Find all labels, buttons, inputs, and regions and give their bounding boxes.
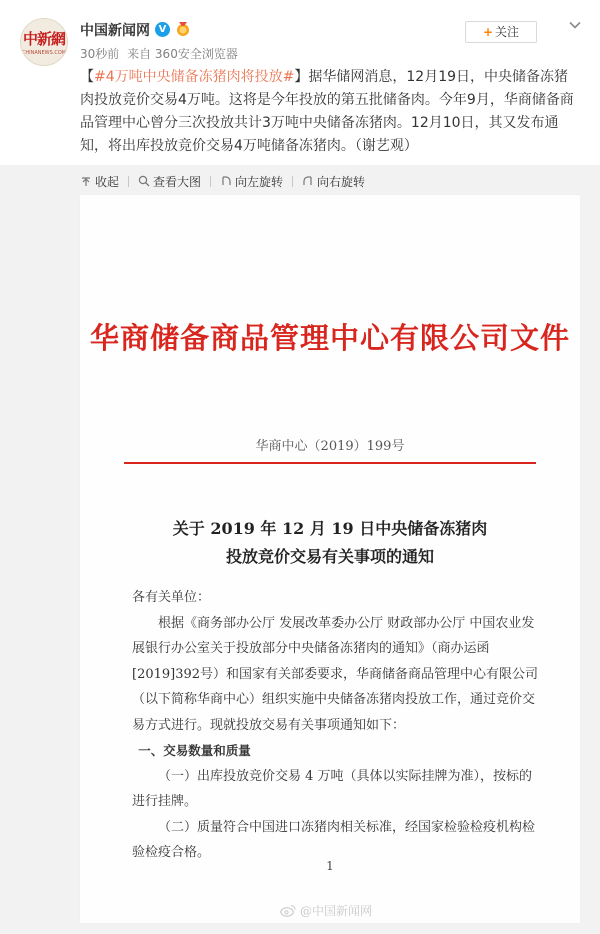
post-time[interactable]: 30秒前 bbox=[80, 47, 120, 61]
view-large-label: 查看大图 bbox=[153, 174, 202, 189]
post-meta bbox=[80, 45, 238, 62]
document-red-rule bbox=[124, 462, 536, 464]
rotate-right-icon bbox=[302, 175, 314, 187]
media-toolbar bbox=[80, 172, 365, 190]
bracket-open: 【 bbox=[80, 69, 94, 85]
rotate-right-label: 向右旋转 bbox=[317, 174, 366, 189]
chevron-down-icon[interactable] bbox=[568, 18, 582, 32]
post-text bbox=[80, 66, 580, 158]
toolbar-divider bbox=[128, 176, 129, 187]
avatar-logo-subtext: CHINANEWS.COM bbox=[21, 50, 67, 56]
arrow-up-icon bbox=[80, 175, 92, 187]
document-header: 华商储备商品管理中心有限公司文件 bbox=[89, 321, 570, 355]
toolbar-divider bbox=[292, 176, 293, 187]
document-image[interactable] bbox=[80, 195, 580, 923]
avatar[interactable] bbox=[20, 18, 68, 66]
rotate-left-label: 向左旋转 bbox=[235, 174, 284, 189]
document-paragraph: 根据《商务部办公厅 发展改革委办公厅 财政部办公厅 中国农业发展银行办公室关于投放部分中央储备冻猪肉的通知》（商办运函[2019]392号）和国家有关部委要求，华商储备商品管理中心有限公司（以下简称华商中心）组织实施中央储备冻猪肉投放工作，通过竞价交易方式进行。现就投放交易有关事项通知如下： bbox=[132, 615, 539, 733]
document-item: （一）出库投放竞价交易 4 万吨（具体以实际挂牌为准），按标的进行挂牌。 bbox=[132, 768, 533, 809]
follow-button[interactable] bbox=[465, 21, 537, 43]
plus-icon: + bbox=[482, 25, 494, 39]
user-name[interactable]: 中国新闻网 bbox=[80, 23, 150, 39]
document-number: 华商中心（2019）199号 bbox=[255, 439, 405, 454]
post-source: 来自 360安全浏览器 bbox=[127, 47, 238, 61]
document-body bbox=[132, 585, 542, 866]
document-item: （二）质量符合中国进口冻猪肉相关标准，经国家检验检疫机构检验检疫合格。 bbox=[132, 819, 536, 860]
collapse-button[interactable] bbox=[80, 173, 119, 190]
collapse-label: 收起 bbox=[95, 174, 120, 189]
medal-icon bbox=[174, 20, 192, 38]
rotate-right-button[interactable] bbox=[302, 173, 365, 190]
document-title-line1: 关于 2019 年 12 月 19 日中央储备冻猪肉 bbox=[172, 519, 488, 538]
weibo-post bbox=[0, 0, 600, 165]
verified-badge-icon: V bbox=[155, 22, 170, 37]
document-title bbox=[80, 515, 580, 571]
follow-label: 关注 bbox=[495, 25, 520, 39]
magnifier-icon bbox=[138, 175, 150, 187]
rotate-left-button[interactable] bbox=[220, 173, 283, 190]
weibo-logo-icon bbox=[280, 904, 296, 917]
document-section-heading: 一、交易数量和质量 bbox=[138, 743, 251, 758]
document-salutation: 各有关单位： bbox=[132, 590, 211, 605]
view-large-button[interactable] bbox=[138, 173, 201, 190]
document-page-number: 1 bbox=[326, 859, 334, 873]
topic-link[interactable]: #4万吨中央储备冻猪肉将投放# bbox=[94, 69, 295, 85]
watermark bbox=[280, 902, 372, 919]
bracket-close: 】 bbox=[294, 69, 309, 85]
post-body: 据华储网消息，12月19日，中央储备冻猪肉投放竞价交易4万吨。这将是今年投放的第五批储备肉。今年9月，华商储备商品管理中心曾分三次投放共计3万吨中央储备冻猪肉。12月10日，其又发布通知，将出库投放竞价交易4万吨储备冻猪肉。（谢艺观） bbox=[80, 69, 574, 154]
toolbar-divider bbox=[210, 176, 211, 187]
rotate-left-icon bbox=[220, 175, 232, 187]
media-expanded-panel bbox=[0, 165, 600, 934]
avatar-logo-text: 中新網 bbox=[22, 30, 65, 48]
watermark-text: @中国新闻网 bbox=[300, 904, 373, 918]
document-title-line2: 投放竞价交易有关事项的通知 bbox=[225, 547, 434, 566]
